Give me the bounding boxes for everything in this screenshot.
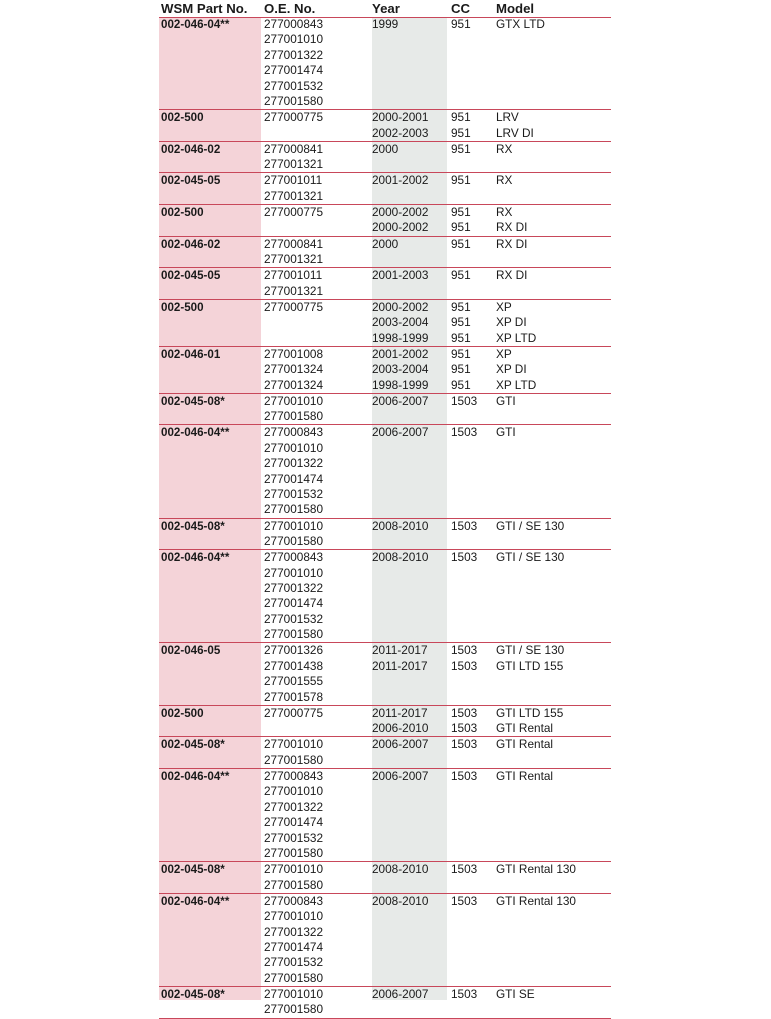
year-cell-line: 2000 [372,141,399,156]
oe-number [264,268,323,299]
table-row [159,205,611,237]
model-cell-line: RX [496,205,513,219]
model-cell [496,394,516,409]
oe-number-line: 277001474 [264,63,324,78]
part-number: 002-500 [161,300,204,314]
year-cell [372,300,428,346]
oe-number-line: 277001008 [264,346,324,361]
year-cell-line: 2006-2007 [372,769,429,783]
cc-cell [451,110,471,141]
model-cell [496,205,527,236]
oe-number [264,643,323,705]
oe-number-line: 277001010 [264,862,324,877]
cc-cell-line: 1503 [451,987,478,1001]
model-cell [496,425,516,440]
table-row [159,173,611,205]
cc-cell [451,142,471,157]
model-cell [496,894,576,909]
cc-cell-line: 1503 [451,393,478,408]
model-cell-line: XP [496,299,512,314]
cc-cell-line: 951 [451,220,471,235]
oe-number-line: 277000843 [264,893,324,908]
table-row [159,737,611,769]
year-cell [372,519,428,534]
header-year: Year [372,1,400,16]
table-row [159,987,611,1019]
year-cell-line: 2006-2007 [372,393,429,408]
model-cell-line: XP DI [496,362,527,377]
oe-number-line: 277001321 [264,252,324,266]
header-model: Model [496,1,535,16]
oe-number-line: 277001532 [264,487,324,502]
oe-number [264,300,323,315]
year-cell-line: 2000 [372,236,399,251]
table-row [159,110,611,142]
header-cc: CC [451,1,471,16]
cc-cell-line: 951 [451,268,471,283]
oe-number-line: 277001580 [264,502,324,517]
model-cell [496,237,527,252]
cc-cell-line: 1503 [451,658,478,673]
year-cell-line: 1998-1999 [372,330,429,345]
model-cell [496,142,512,157]
cc-cell [451,862,477,877]
model-cell-line: XP LTD [496,330,537,345]
cc-cell [451,205,471,236]
model-cell [496,110,534,141]
model-cell [496,643,564,674]
year-cell [372,110,428,141]
part-number: 002-046-04** [161,18,230,31]
oe-number-line: 277001580 [264,627,324,642]
year-cell-line: 2011-2017 [372,705,428,720]
oe-number-line: 277001322 [264,581,324,595]
cc-cell-line: 1503 [451,862,478,877]
table-row [159,519,611,551]
cc-cell-line: 1503 [451,705,478,720]
oe-number-line: 277000843 [264,550,324,565]
table-row [159,862,611,894]
part-number: 002-045-05 [161,174,221,188]
year-cell-line: 2008-2010 [372,862,429,877]
part-number: 002-046-04** [161,894,230,908]
cc-cell-line: 951 [451,125,471,140]
model-cell [496,17,545,32]
model-cell-line: GTI LTD 155 [496,705,564,720]
year-cell-line: 1998-1999 [372,377,429,392]
oe-number-line: 277001580 [264,752,324,767]
oe-number [264,142,323,173]
oe-number-line: 277001322 [264,924,324,939]
model-cell [496,268,527,283]
table-row [159,394,611,426]
model-cell-line: XP DI [496,315,527,330]
oe-number [264,519,323,550]
cc-cell-line: 1503 [451,643,478,658]
table-row [159,237,611,269]
part-number: 002-046-04** [161,770,230,783]
table-row [159,268,611,300]
part-number: 002-045-08* [161,863,225,877]
cc-cell [451,737,477,752]
part-number: 002-045-08* [161,519,225,533]
year-cell-line: 2008-2010 [372,550,429,565]
oe-number-line: 277001580 [264,94,324,109]
cc-cell [451,769,477,784]
oe-number-line: 277000775 [264,110,324,125]
year-cell-line: 2003-2004 [372,362,429,377]
model-cell-line: GTI Rental [496,721,554,736]
model-cell-line: RX DI [496,236,528,251]
cc-cell-line: 1503 [451,737,478,752]
header-part: WSM Part No. [161,1,248,16]
year-cell [372,425,428,440]
oe-number-line: 277001474 [264,815,324,830]
oe-number-line: 277001322 [264,799,324,814]
year-cell-line: 2000-2001 [372,110,429,125]
cc-cell-line: 951 [451,173,471,188]
year-cell [372,706,428,737]
part-number: 002-500 [161,206,204,219]
cc-cell [451,643,477,674]
oe-number-line: 277001324 [264,362,324,377]
oe-number [264,862,323,893]
cc-cell-line: 1503 [451,550,478,565]
year-cell [372,643,428,674]
year-cell-line: 2000-2002 [372,205,429,219]
table-row [159,142,611,174]
oe-number-line: 277001010 [264,518,324,533]
table-row [159,300,611,347]
part-number: 002-045-08* [161,738,225,752]
year-cell [372,268,428,283]
oe-number-line: 277001010 [264,737,324,752]
cc-cell-line: 951 [451,315,471,330]
oe-number-line: 277001474 [264,940,324,955]
part-number: 002-046-04** [161,551,230,565]
model-cell [496,987,535,1002]
part-number: 002-500 [161,706,204,720]
oe-number-line: 277001555 [264,674,324,689]
year-cell [372,862,428,877]
model-cell-line: RX [496,173,513,188]
oe-number [264,347,323,393]
oe-number-line: 277001010 [264,784,324,799]
model-cell [496,706,563,737]
model-cell-line: LRV DI [496,125,534,140]
oe-number [264,17,323,109]
oe-number-line: 277001010 [264,987,324,1001]
part-number: 002-046-02 [161,237,221,251]
cc-cell-line: 951 [451,299,471,314]
oe-number-line: 277000775 [264,705,324,720]
oe-number-line: 277000775 [264,299,324,314]
year-cell-line: 2011-2017 [372,658,428,673]
year-cell-line: 2008-2010 [372,893,429,908]
year-cell [372,987,428,1002]
model-cell-line: GTI / SE 130 [496,643,565,658]
year-cell [372,17,398,32]
cc-cell-line: 951 [451,141,471,156]
cc-cell-line: 1503 [451,721,478,736]
oe-number-line: 277001532 [264,955,324,970]
oe-number-line: 277001532 [264,611,324,626]
oe-number-line: 277001322 [264,456,324,471]
year-cell-line: 2001-2003 [372,268,429,283]
model-cell [496,550,564,565]
cc-cell [451,987,477,1002]
oe-number-line: 277001010 [264,393,324,408]
model-cell [496,862,576,877]
part-number: 002-046-01 [161,347,221,361]
oe-number-line: 277000841 [264,236,324,251]
cc-cell [451,519,477,534]
cc-cell [451,300,471,346]
year-cell-line: 2006-2007 [372,987,429,1001]
year-cell [372,173,428,188]
year-cell-line: 2008-2010 [372,518,429,533]
oe-number-line: 277001580 [264,1002,324,1017]
oe-number-line: 277000843 [264,769,324,783]
year-cell-line: 2006-2010 [372,721,429,736]
oe-number-line: 277001321 [264,157,324,172]
year-cell-line: 2000-2002 [372,220,429,235]
oe-number [264,394,323,425]
year-cell-line: 1999 [372,17,399,31]
oe-number-line: 277000841 [264,141,324,156]
model-cell-line: GTI Rental 130 [496,862,576,877]
oe-number-line: 277001532 [264,78,324,93]
oe-number-line: 277001580 [264,534,324,548]
model-cell-line: XP [496,346,512,361]
model-cell-line: RX DI [496,220,528,235]
year-cell-line: 2006-2007 [372,425,429,440]
oe-number-line: 277001321 [264,283,324,298]
oe-number-line: 277000775 [264,205,324,219]
model-cell-line: GTX LTD [496,17,545,31]
year-cell-line: 2001-2002 [372,173,429,188]
year-cell [372,142,398,157]
oe-number-line: 277001580 [264,877,324,892]
model-cell [496,300,536,346]
cc-cell-line: 1503 [451,893,478,908]
cc-cell-line: 951 [451,362,471,377]
cc-cell-line: 1503 [451,769,478,783]
oe-number-line: 277001474 [264,596,324,611]
model-cell [496,737,553,752]
cc-cell-line: 951 [451,236,471,251]
oe-number-line: 277001580 [264,970,324,985]
oe-number [264,425,323,517]
header-oe: O.E. No. [264,1,316,16]
oe-number-line: 277001321 [264,188,324,203]
year-cell-line: 2000-2002 [372,299,429,314]
year-cell-line: 2006-2007 [372,737,429,752]
oe-number-line: 277001474 [264,471,324,486]
table-row [159,643,611,705]
model-cell-line: GTI Rental [496,769,554,783]
cc-cell-line: 951 [451,377,471,392]
model-cell-line: GTI SE [496,987,535,1001]
cc-cell [451,17,471,32]
model-cell-line: GTI [496,425,516,440]
cc-cell [451,425,477,440]
oe-number-line: 277001580 [264,409,324,424]
table-row [159,706,611,738]
oe-number-line: 277001011 [264,268,323,283]
model-cell [496,347,536,393]
year-cell [372,737,428,752]
year-cell-line: 2002-2003 [372,125,429,140]
oe-number [264,987,323,1018]
cc-cell-line: 951 [451,346,471,361]
year-cell-line: 2011-2017 [372,643,428,658]
oe-number-line: 277001010 [264,440,324,455]
oe-number [264,737,323,768]
model-cell-line: GTI [496,393,516,408]
oe-number-line: 277001010 [264,565,324,580]
model-cell-line: LRV [496,110,519,125]
table-row [159,347,611,394]
year-cell [372,550,428,565]
oe-number [264,894,323,986]
parts-table [159,0,611,1017]
model-cell [496,173,512,188]
oe-number-line: 277001010 [264,32,324,47]
table-row [159,550,611,643]
year-cell-line: 2001-2002 [372,346,429,361]
cc-cell [451,894,477,909]
cc-cell [451,394,477,409]
oe-number-line: 277001011 [264,173,323,188]
oe-number-line: 277001326 [264,643,324,658]
oe-number [264,205,323,220]
model-cell-line: GTI / SE 130 [496,550,565,565]
table-row [159,17,611,110]
model-cell-line: XP LTD [496,377,537,392]
cc-cell [451,347,471,393]
oe-number-line: 277000843 [264,17,324,31]
year-cell [372,347,428,393]
oe-number [264,173,323,204]
part-number: 002-046-05 [161,644,221,658]
oe-number [264,706,323,721]
cc-cell-line: 951 [451,330,471,345]
year-cell [372,205,428,236]
model-cell-line: GTI Rental 130 [496,893,576,908]
year-cell-line: 2003-2004 [372,315,429,330]
model-cell [496,519,564,534]
model-cell-line: RX [496,141,513,156]
model-cell-line: GTI / SE 130 [496,518,565,533]
cc-cell-line: 951 [451,205,471,219]
model-cell-line: GTI Rental [496,737,554,752]
oe-number [264,110,323,125]
year-cell [372,894,428,909]
year-cell [372,237,398,252]
oe-number [264,237,323,268]
oe-number-line: 277001532 [264,830,324,845]
oe-number [264,550,323,642]
model-cell-line: GTI LTD 155 [496,658,564,673]
cc-cell-line: 951 [451,110,471,125]
part-number: 002-046-04** [161,426,230,440]
oe-number-line: 277001578 [264,689,324,704]
part-number: 002-045-08* [161,988,225,1001]
table-header [159,0,611,18]
oe-number-line: 277001438 [264,658,324,673]
year-cell [372,394,428,409]
cc-cell [451,550,477,565]
part-number: 002-046-02 [161,142,221,156]
cc-cell [451,268,471,283]
oe-number [264,769,323,861]
oe-number-line: 277001010 [264,909,324,924]
table-row [159,425,611,518]
oe-number-line: 277001324 [264,377,324,392]
oe-number-line: 277001322 [264,47,324,62]
oe-number-line: 277001580 [264,846,324,861]
cc-cell-line: 951 [451,17,471,31]
model-cell [496,769,553,784]
cc-cell-line: 1503 [451,425,478,440]
oe-number-line: 277000843 [264,425,324,440]
cc-cell [451,173,471,188]
part-number: 002-500 [161,111,204,125]
table-row [159,894,611,987]
model-cell-line: RX DI [496,268,528,283]
cc-cell [451,237,471,252]
cc-cell [451,706,477,737]
year-cell [372,769,428,784]
table-row [159,769,611,862]
part-number: 002-045-08* [161,394,225,408]
cc-cell-line: 1503 [451,518,478,533]
part-number: 002-045-05 [161,269,221,283]
